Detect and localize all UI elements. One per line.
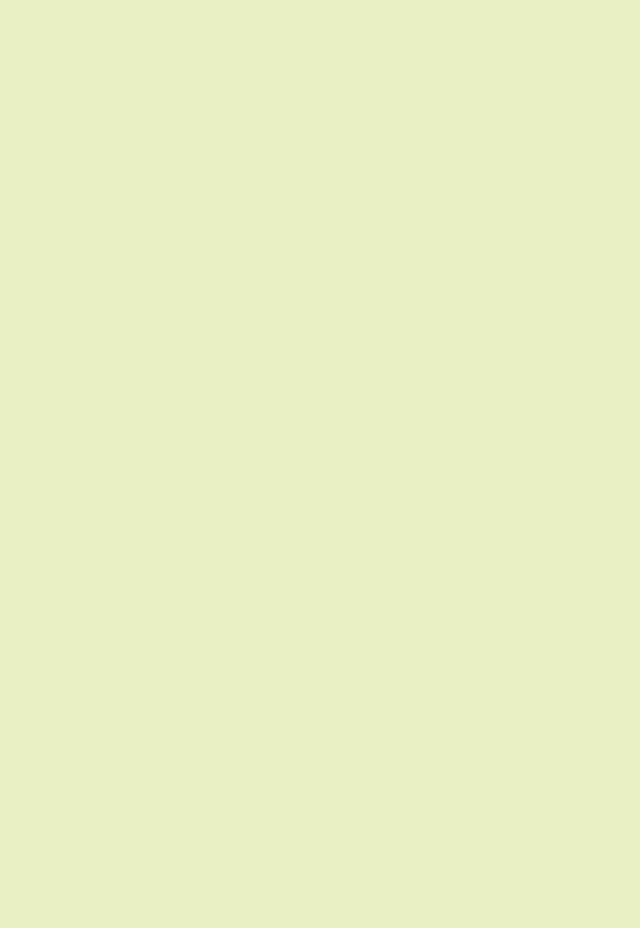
main-hymn-author <box>354 884 362 894</box>
main-verse-3 <box>340 757 370 773</box>
main-verse-4 <box>183 830 223 846</box>
main-verse-2 <box>46 757 90 773</box>
